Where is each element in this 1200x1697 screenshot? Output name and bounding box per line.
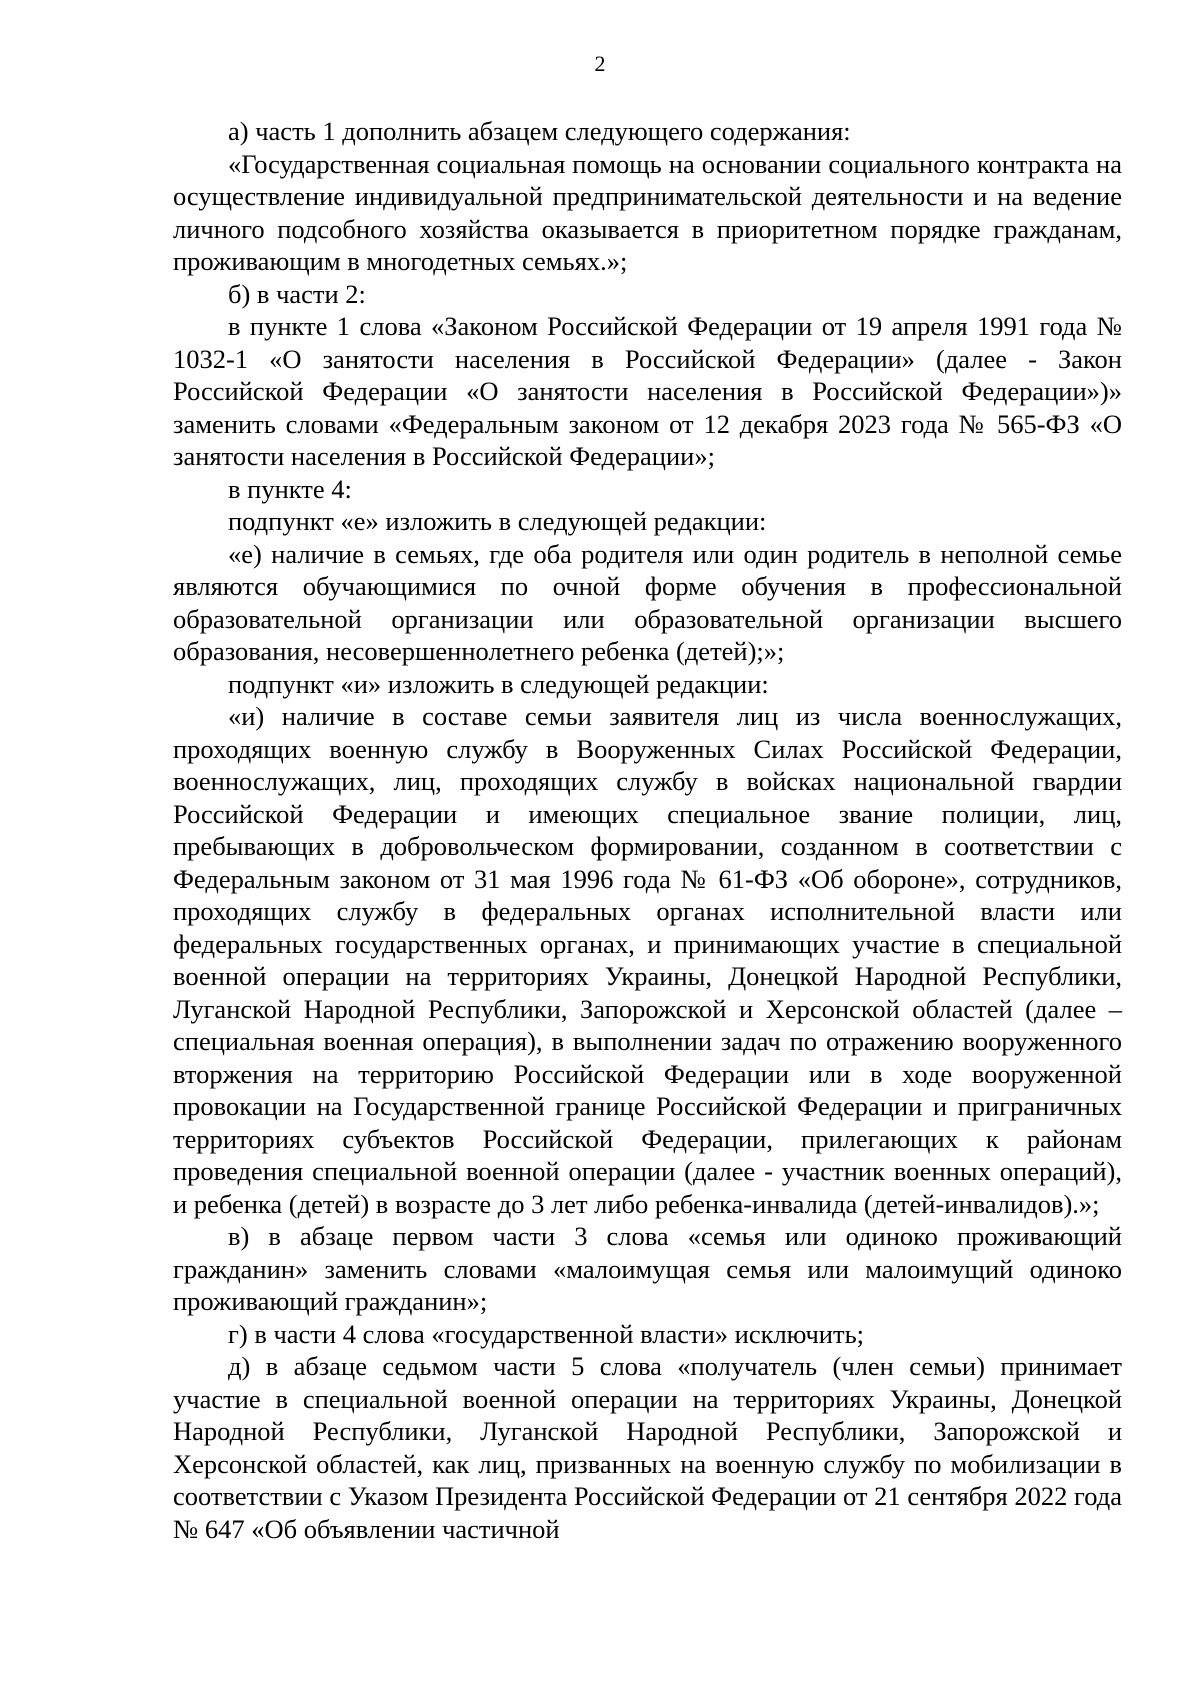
document-body bbox=[173, 115, 1122, 1545]
paragraph: г) в части 4 слова «государственной власти» исключить; bbox=[228, 1318, 865, 1349]
paragraph: «Государственная социальная помощь на основании социального контракта на осуществление индивидуальной предпринимательской деятельности и на ведение личного подсобного хозяйства оказывается в приоритетном порядке гражданам, проживающим в многодетных семьях.»; bbox=[173, 148, 1122, 276]
paragraph: подпункт «и» изложить в следующей редакции: bbox=[228, 668, 769, 699]
paragraph: в пункте 1 слова «Законом Российской Федерации от 19 апреля 1991 года № 1032-1 «О занятости населения в Российской Федерации» (далее - Закон Российской Федерации «О занятости населения в Российской Федерации»)» заменить словами «Федеральным законом от 12 декабря 2023 года № 565-ФЗ «О занятости населения в Российской Федерации»; bbox=[173, 311, 1122, 471]
paragraph: подпункт «е» изложить в следующей редакции: bbox=[228, 506, 767, 536]
paragraph: б) в части 2: bbox=[228, 278, 366, 309]
paragraph: «е) наличие в семьях, где оба родителя или один родитель в неполной семье являются обучающимися по очной форме обучения в профессиональной образовательной организации или образовательной организации высшего образования, несовершеннолетнего ребенка (детей);»; bbox=[173, 538, 1122, 666]
paragraph: д) в абзаце седьмом части 5 слова «получатель (член семьи) принимает участие в специальной военной операции на территориях Украины, Донецкой Народной Республики, Луганской Народной Республики, Запорожской и Херсонской областей, как лиц, призванных на военную службу по мобилизации в соответствии с Указом Президента Российской Федерации от 21 сентября 2022 года № 647 «Об объявлении частичной bbox=[173, 1351, 1122, 1544]
paragraph: «и) наличие в составе семьи заявителя лиц из числа военнослужащих, проходящих военную службу в Вооруженных Силах Российской Федерации, военнослужащих, лиц, проходящих службу в войсках национальной гвардии Российской Федерации и имеющих специальное звание полиции, лиц, пребывающих в добровольческом формировании, созданном в соответствии с Федеральным законом от 31 мая 1996 года № 61-ФЗ «Об обороне», сотрудников, проходящих службу в федеральных органах исполнительной власти или федеральных государственных органах, и принимающих участие в специальной военной операции на территориях Украины, Донецкой Народной Республики, Луганской Народной Республики, Запорожской и Херсонской областей (далее – специальная военная операция), в выполнении задач по отражению вооруженного вторжения на территорию Российской Федерации или в ходе вооруженной провокации на Государственной границе Российской Федерации и приграничных территориях субъектов Российской Федерации, прилегающих к районам проведения специальной военной операции (далее - участник военных операций), и ребенка (детей) в возрасте до 3 лет либо ребенка-инвалида (детей-инвалидов).»; bbox=[173, 701, 1122, 1219]
page-number: 2 bbox=[594, 51, 606, 76]
paragraph: в пункте 4: bbox=[228, 473, 352, 504]
paragraph: в) в абзаце первом части 3 слова «семья или одиноко проживающий гражданин» заменить словами «малоимущая семья или малоимущий одиноко проживающий гражданин»; bbox=[173, 1221, 1122, 1316]
paragraph: а) часть 1 дополнить абзацем следующего содержания: bbox=[228, 116, 851, 146]
